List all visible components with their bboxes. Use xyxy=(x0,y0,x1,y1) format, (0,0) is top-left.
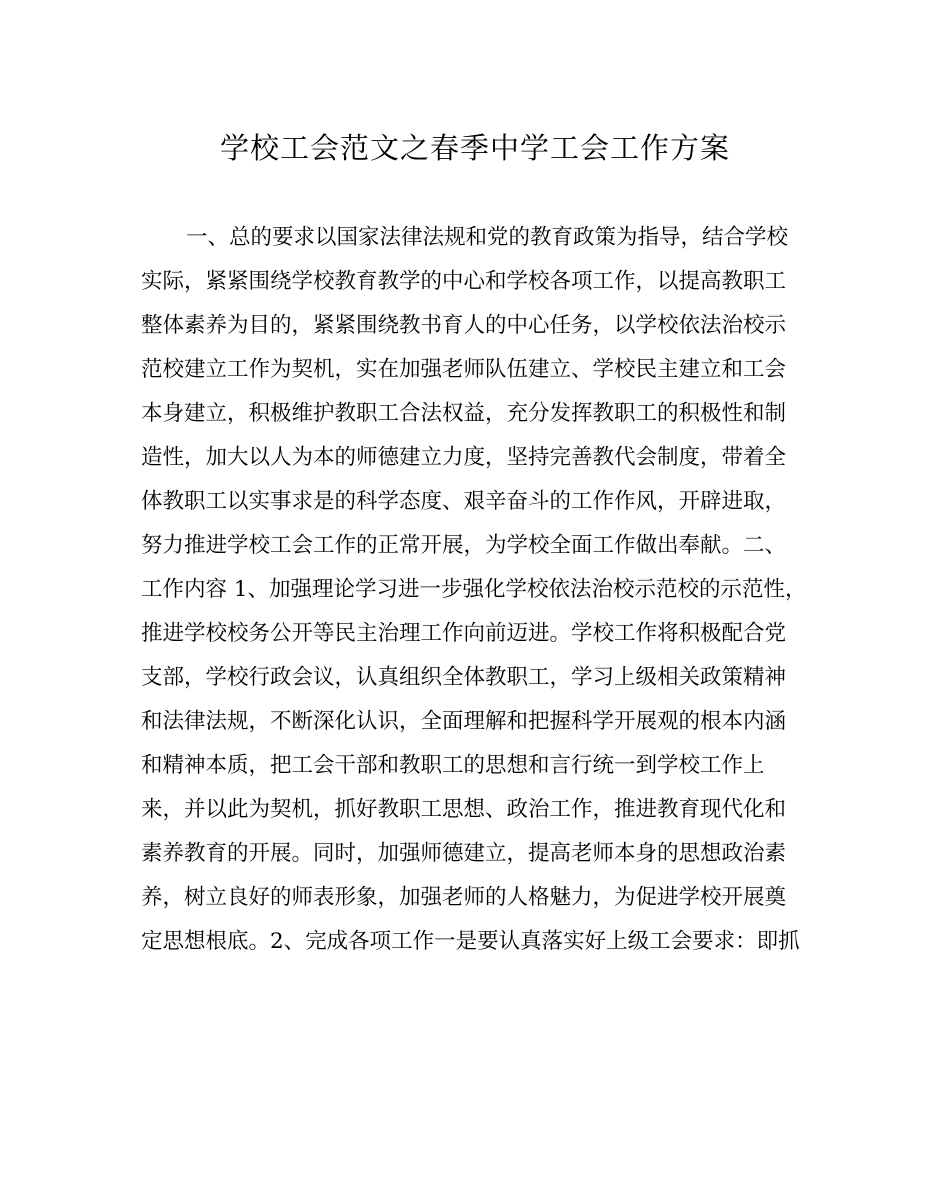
body-line: 范校建立工作为契机，实在加强老师队伍建立、学校民主建立和工会 xyxy=(141,357,787,382)
body-line: 来，并以此为契机，抓好教职工思想、政治工作，推进教育现代化和 xyxy=(141,797,787,822)
body-line: 造性，加大以人为本的师德建立力度，坚持完善教代会制度，带着全 xyxy=(141,445,787,470)
body-line: 养，树立良好的师表形象，加强老师的人格魅力，为促进学校开展奠 xyxy=(141,885,787,910)
body-line: 工作内容 1、加强理论学习进一步强化学校依法治校示范校的示范性， xyxy=(141,577,807,602)
body-line: 本身建立，积极维护教职工合法权益，充分发挥教职工的积极性和制 xyxy=(141,401,787,426)
document-title: 学校工会范文之春季中学工会工作方案 xyxy=(219,131,730,165)
body-line: 整体素养为目的，紧紧围绕教书育人的中心任务，以学校依法治校示 xyxy=(141,313,787,338)
body-line: 支部，学校行政会议，认真组织全体教职工，学习上级相关政策精神 xyxy=(141,665,787,690)
body-line: 和精神本质，把工会干部和教职工的思想和言行统一到学校工作上 xyxy=(141,753,765,778)
body-line: 定思想根底。2、完成各项工作一是要认真落实好上级工会要求：即抓 xyxy=(141,929,800,954)
body-line: 和法律法规，不断深化认识，全面理解和把握科学开展观的根本内涵 xyxy=(141,709,787,734)
body-line: 推进学校校务公开等民主治理工作向前迈进。学校工作将积极配合党 xyxy=(141,621,787,646)
body-line: 体教职工以实事求是的科学态度、艰辛奋斗的工作作风，开辟进取， xyxy=(141,489,787,514)
body-line: 努力推进学校工会工作的正常开展，为学校全面工作做出奉献。二、 xyxy=(141,533,787,558)
body-line: 实际，紧紧围绕学校教育教学的中心和学校各项工作，以提高教职工 xyxy=(141,269,787,294)
body-line: 素养教育的开展。同时，加强师德建立，提高老师本身的思想政治素 xyxy=(141,841,787,866)
body-line: 一、总的要求以国家法律法规和党的教育政策为指导，结合学校 xyxy=(186,225,789,250)
